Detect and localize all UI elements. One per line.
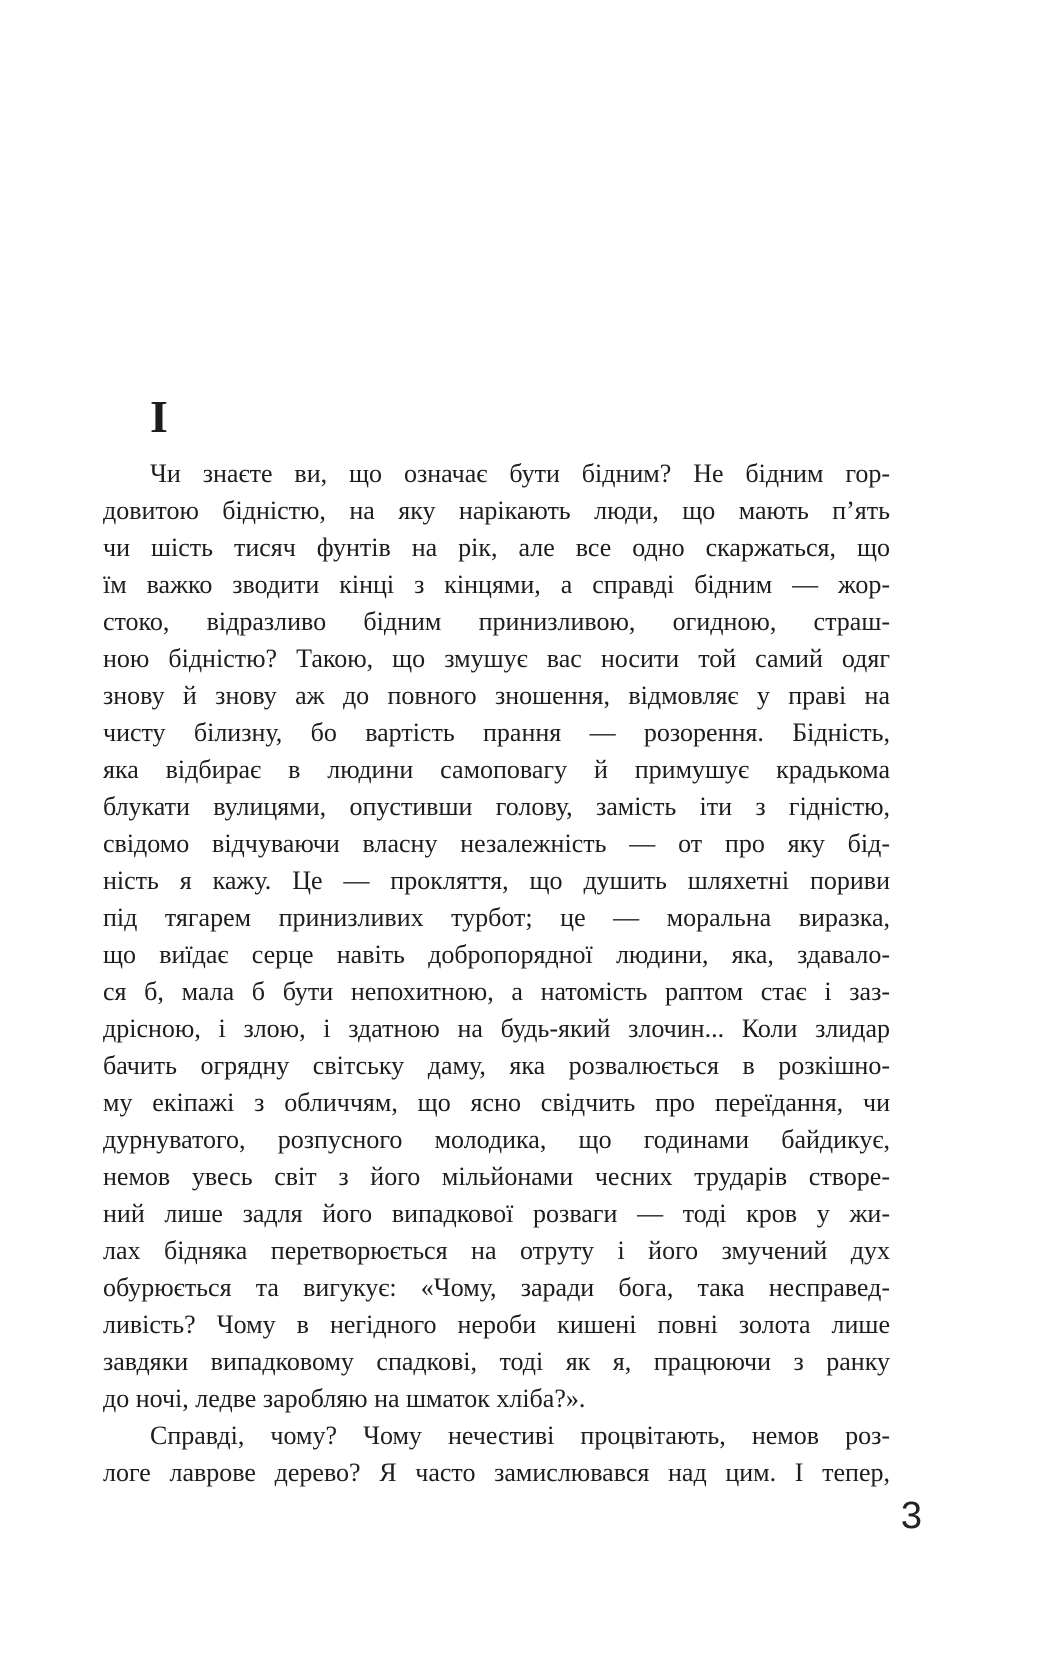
text-line: чисту білизну, бо вартість прання — розорення. Бідність, — [103, 718, 890, 747]
text-line: до ночі, ледве заробляю на шматок хліба?». — [103, 1384, 586, 1413]
text-line: немов увесь світ з його мільйонами чесних трударів створе- — [103, 1162, 890, 1191]
text-line: яка відбирає в людини самоповагу й примушує крадькома — [103, 755, 890, 784]
text-line: знову й знову аж до повного зношення, відмовляє у праві на — [103, 681, 890, 710]
text-line: що виїдає серце навіть добропорядної людини, яка, здавало- — [103, 940, 890, 969]
text-line: бачить огрядну світську даму, яка розвалюється в розкішно- — [103, 1051, 890, 1080]
text-line: Справді, чому? Чому нечестиві процвітають, немов роз- — [150, 1421, 890, 1450]
text-line: завдяки випадковому спадкові, тоді як я, працюючи з ранку — [103, 1347, 890, 1376]
text-line: му екіпажі з обличчям, що ясно свідчить про переїдання, чи — [103, 1088, 890, 1117]
text-line: ливість? Чому в негідного нероби кишені повні золота лише — [103, 1310, 890, 1339]
text-line: довитою бідністю, на яку нарікають люди, що мають п’ять — [103, 496, 890, 525]
text-line: логе лаврове дерево? Я часто замислювався над цим. І тепер, — [103, 1458, 890, 1487]
text-line: ність я кажу. Це — прокляття, що душить шляхетні пориви — [103, 866, 890, 895]
text-line: під тягарем принизливих турбот; це — моральна виразка, — [103, 903, 890, 932]
text-line: ний лише задля його випадкової розваги — тоді кров у жи- — [103, 1199, 890, 1228]
paragraph-2 — [103, 1417, 890, 1491]
text-line: їм важко зводити кінці з кінцями, а справді бідним — жор- — [103, 570, 890, 599]
text-line: блукати вулицями, опустивши голову, замість іти з гідністю, — [103, 792, 890, 821]
text-line: Чи знаєте ви, що означає бути бідним? Не бідним гор- — [150, 459, 890, 488]
text-line: обурюється та вигукує: «Чому, заради бога, така несправед- — [103, 1273, 890, 1302]
text-block — [103, 455, 890, 1491]
text-line: свідомо відчуваючи власну незалежність — от про яку бід- — [103, 829, 890, 858]
chapter-heading: І — [150, 391, 168, 442]
paragraph-1 — [103, 455, 890, 1417]
text-line: дурнуватого, розпусного молодика, що годинами байдикує, — [103, 1125, 890, 1154]
page-number: 3 — [900, 1495, 922, 1537]
text-line: ною бідністю? Такою, що змушує вас носити той самий одяг — [103, 644, 890, 673]
text-line: чи шість тисяч фунтів на рік, але все одно скаржаться, що — [103, 533, 890, 562]
text-line: дрісною, і злою, і здатною на будь-який злочин... Коли злидар — [103, 1014, 890, 1043]
text-line: ся б, мала б бути непохитною, а натомість раптом стає і заз- — [103, 977, 890, 1006]
text-line: лах бідняка перетворюється на отруту і його змучений дух — [103, 1236, 890, 1265]
text-line: стоко, відразливо бідним принизливою, огидною, страш- — [103, 607, 890, 636]
